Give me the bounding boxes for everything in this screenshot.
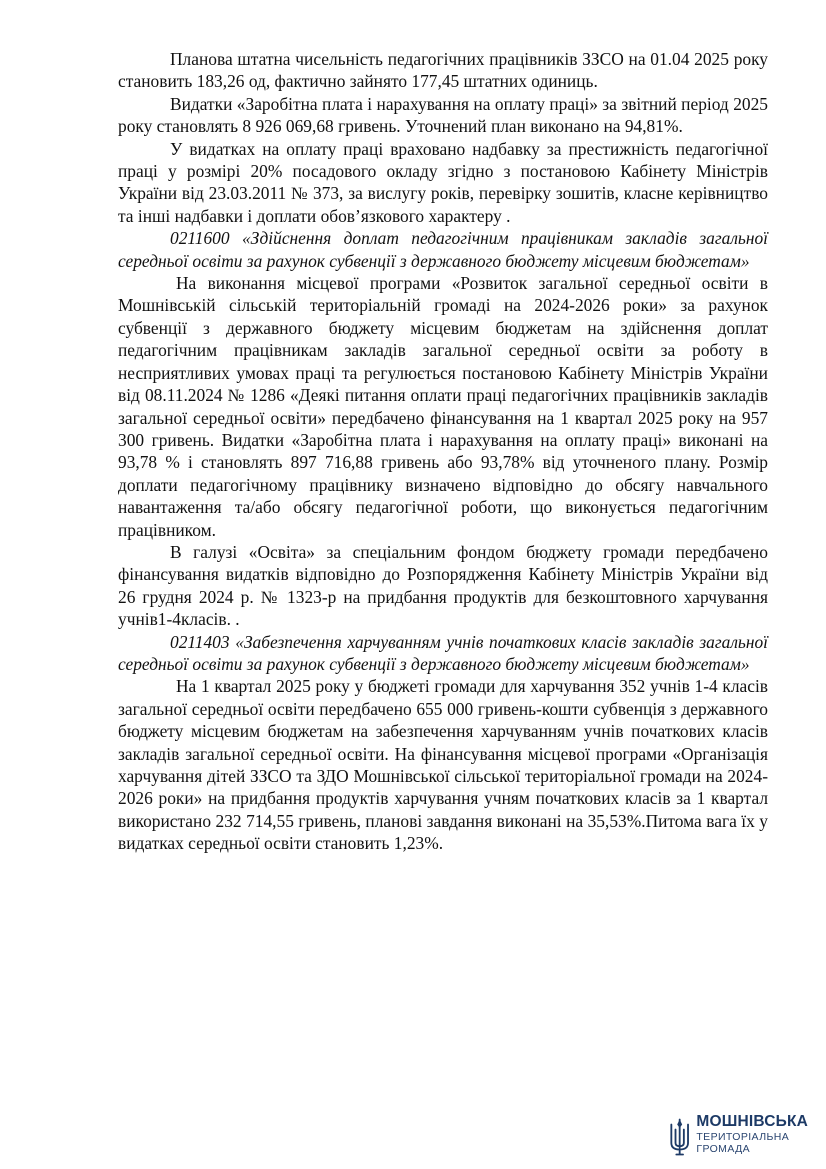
document-body xyxy=(118,48,768,855)
community-logo xyxy=(668,1114,808,1164)
logo-text xyxy=(696,1114,808,1155)
paragraph-bonuses: У видатках на оплату праці враховано надбавку за престижність педагогічної праці у розмірі 20% посадового окладу згідно з постановою Кабінету Міністрів України від 23.03.2011 № 373, за вислугу років, перевірку зошитів, класне керівництво та інші надбавки і доплати обов’язкового характеру . xyxy=(118,138,768,226)
paragraph-program-development: На виконання місцевої програми «Розвиток загальної середньої освіти в Мошнівській сільській територіальній громаді на 2024-2026 роки» за рахунок субвенції з державного бюджету місцевим бюджетам на здійснення доплат педагогічним працівникам закладів загальної середньої освіти за роботу в несприятливих умовах праці та регулюється постановою Кабінету Міністрів України від 08.11.2024 № 1286 «Деякі питання оплати праці педагогічних працівників закладів загальної середньої освіти» передбачено фінансування на 1 квартал 2025 року на 957 300 гривень. Видатки «Заробітна плата і нарахування на оплату праці» виконані на 93,78 % і становлять 897 716,88 гривень або 93,78% від уточненого плану. Розмір доплати педагогічному працівнику визначено відповідно до обсягу навчального навантаження та/або обсягу педагогічної роботи, що виконується педагогічним працівником. xyxy=(118,273,768,540)
paragraph-education-special-fund: В галузі «Освіта» за спеціальним фондом бюджету громади передбачено фінансування видатків відповідно до Розпорядження Кабінету Міністрів України від 26 грудня 2024 р. № 1323-р на придбання продуктів для безкоштовного харчування учнів1-4класів. . xyxy=(118,541,768,630)
paragraph-meals-funding: На 1 квартал 2025 року у бюджеті громади для харчування 352 учнів 1-4 класів загальної середньої освіти передбачено 655 000 гривень-кошти субвенція з державного бюджету місцевим бюджетам на забезпечення харчуванням учнів початкових класів закладів загальної середньої освіти. На фінансування місцевої програми «Організація харчування дітей ЗЗСО та ЗДО Мошнівської сільської територіальної громади на 2024-2026 роки» на придбання продуктів харчування учням початкових класів за 1 квартал використано 232 714,55 гривень, планові завдання виконані на 35,53%.Питома вага їх у видатках середньої освіти становить 1,23%. xyxy=(118,676,768,854)
logo-sub-community: ГРОМАДА xyxy=(696,1143,750,1155)
heading-0211403: 0211403 «Забезпечення харчуванням учнів початкових класів закладів загальної середньої освіти за рахунок субвенції з державного бюджету місцевим бюджетам» xyxy=(118,631,768,674)
paragraph-staff-count: Планова штатна чисельність педагогічних працівників ЗЗСО на 01.04 2025 року становить 183,26 од, фактично зайнято 177,45 штатних одиниць. xyxy=(118,49,768,92)
trident-icon xyxy=(668,1114,691,1160)
paragraph-salary-expenses: Видатки «Заробітна плата і нарахування на оплату праці» за звітний період 2025 року становлять 8 926 069,68 гривень. Уточнений план виконано на 94,81%. xyxy=(118,93,768,137)
heading-0211600: 0211600 «Здійснення доплат педагогічним працівникам закладів загальної середньої освіти за рахунок субвенції з державного бюджету місцевим бюджетам» xyxy=(118,228,768,271)
logo-sub-territorial: ТЕРИТОРІАЛЬНА xyxy=(696,1130,790,1143)
logo-name: МОШНІВСЬКА xyxy=(696,1113,808,1130)
